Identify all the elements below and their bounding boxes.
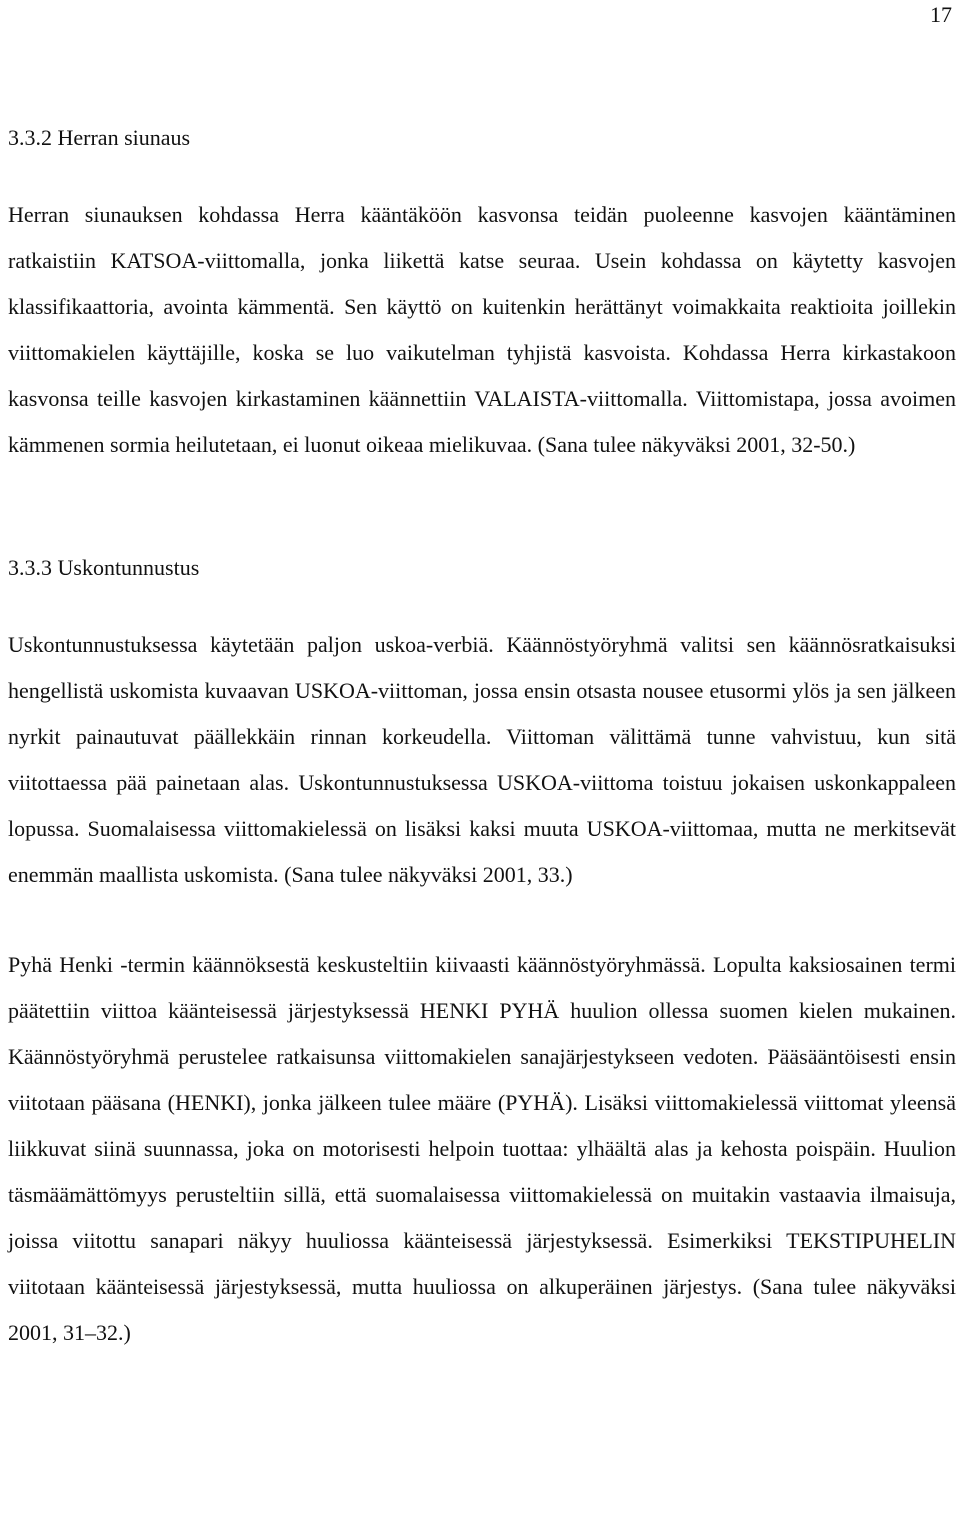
- spacer: [8, 468, 956, 548]
- paragraph-uskontunnustus-2: Pyhä Henki -termin käännöksestä keskusteltiin kiivaasti käännöstyöryhmässä. Lopulta kaksiosainen termi päätettiin viittoa käänteisessä järjestyksessä HENKI PYHÄ huulion ollessa suomen kielen mukainen. Käännöstyöryhmä perustelee ratkaisunsa viittomakielen sanajärjestykseen vedoten. Pääsääntöisesti ensin viitotaan pääsana (HENKI), jonka jälkeen tulee määre (PYHÄ). Lisäksi viittomakielessä viittomat yleensä liikkuvat siinä suunnassa, joka on motorisesti helpoin tuottaa: ylhäältä alas ja kehosta poispäin. Huulion täsmäämättömyys perusteltiin sillä, että suomalaisessa viittomakielessä on muitakin vastaavia ilmaisuja, joissa viitottu sanapari näkyy huuliossa käänteisessä järjestyksessä. Esimerkiksi TEKSTIPUHELIN viitotaan käänteisessä järjestyksessä, mutta huuliossa on alkuperäinen järjestys. (Sana tulee näkyväksi 2001, 31–32.): [8, 952, 956, 1345]
- paragraph-herran-siunaus: Herran siunauksen kohdassa Herra kääntäköön kasvonsa teidän puoleenne kasvojen kääntäminen ratkaistiin KATSOA-viittomalla, jonka liikettä katse seuraa. Usein kohdassa on käytetty kasvojen klassifikaattoria, avointa kämmentä. Sen käyttö on kuitenkin herättänyt voimakkaita reaktioita joillekin viittomakielen käyttäjille, koska se luo vaikutelman tyhjistä kasvoista. Kohdassa Herra kirkastakoon kasvonsa teille kasvojen kirkastaminen käännettiin VALAISTA-viittomalla. Viittomistapa, jossa avoimen kämmenen sormia heilutetaan, ei luonut oikeaa mielikuvaa. (Sana tulee näkyväksi 2001, 32-50.): [8, 202, 956, 457]
- spacer: [8, 158, 956, 192]
- paragraph-uskontunnustus-1: Uskontunnustuksessa käytetään paljon uskoa-verbiä. Käännöstyöryhmä valitsi sen käännösratkaisuksi hengellistä uskomista kuvaavan USKOA-viittoman, jossa ensin otsasta nousee etusormi ylös ja sen jälkeen nyrkit painautuvat päällekkäin rinnan korkeudella. Viittoman välittämä tunne vahvistuu, kun sitä viitottaessa pää painetaan alas. Uskontunnustuksessa USKOA-viittoma toistuu jokaisen uskonkappaleen lopussa. Suomalaisessa viittomakielessä on lisäksi kaksi muuta USKOA-viittomaa, mutta ne merkitsevät enemmän maallista uskomista. (Sana tulee näkyväksi 2001, 33.): [8, 632, 956, 887]
- section-heading-herran-siunaus: 3.3.2 Herran siunaus: [8, 125, 191, 150]
- document-body: [8, 118, 956, 1356]
- section-heading-uskontunnustus: 3.3.3 Uskontunnustus: [8, 555, 200, 580]
- spacer: [8, 588, 956, 622]
- page-number: 17: [930, 2, 952, 27]
- spacer: [8, 898, 956, 942]
